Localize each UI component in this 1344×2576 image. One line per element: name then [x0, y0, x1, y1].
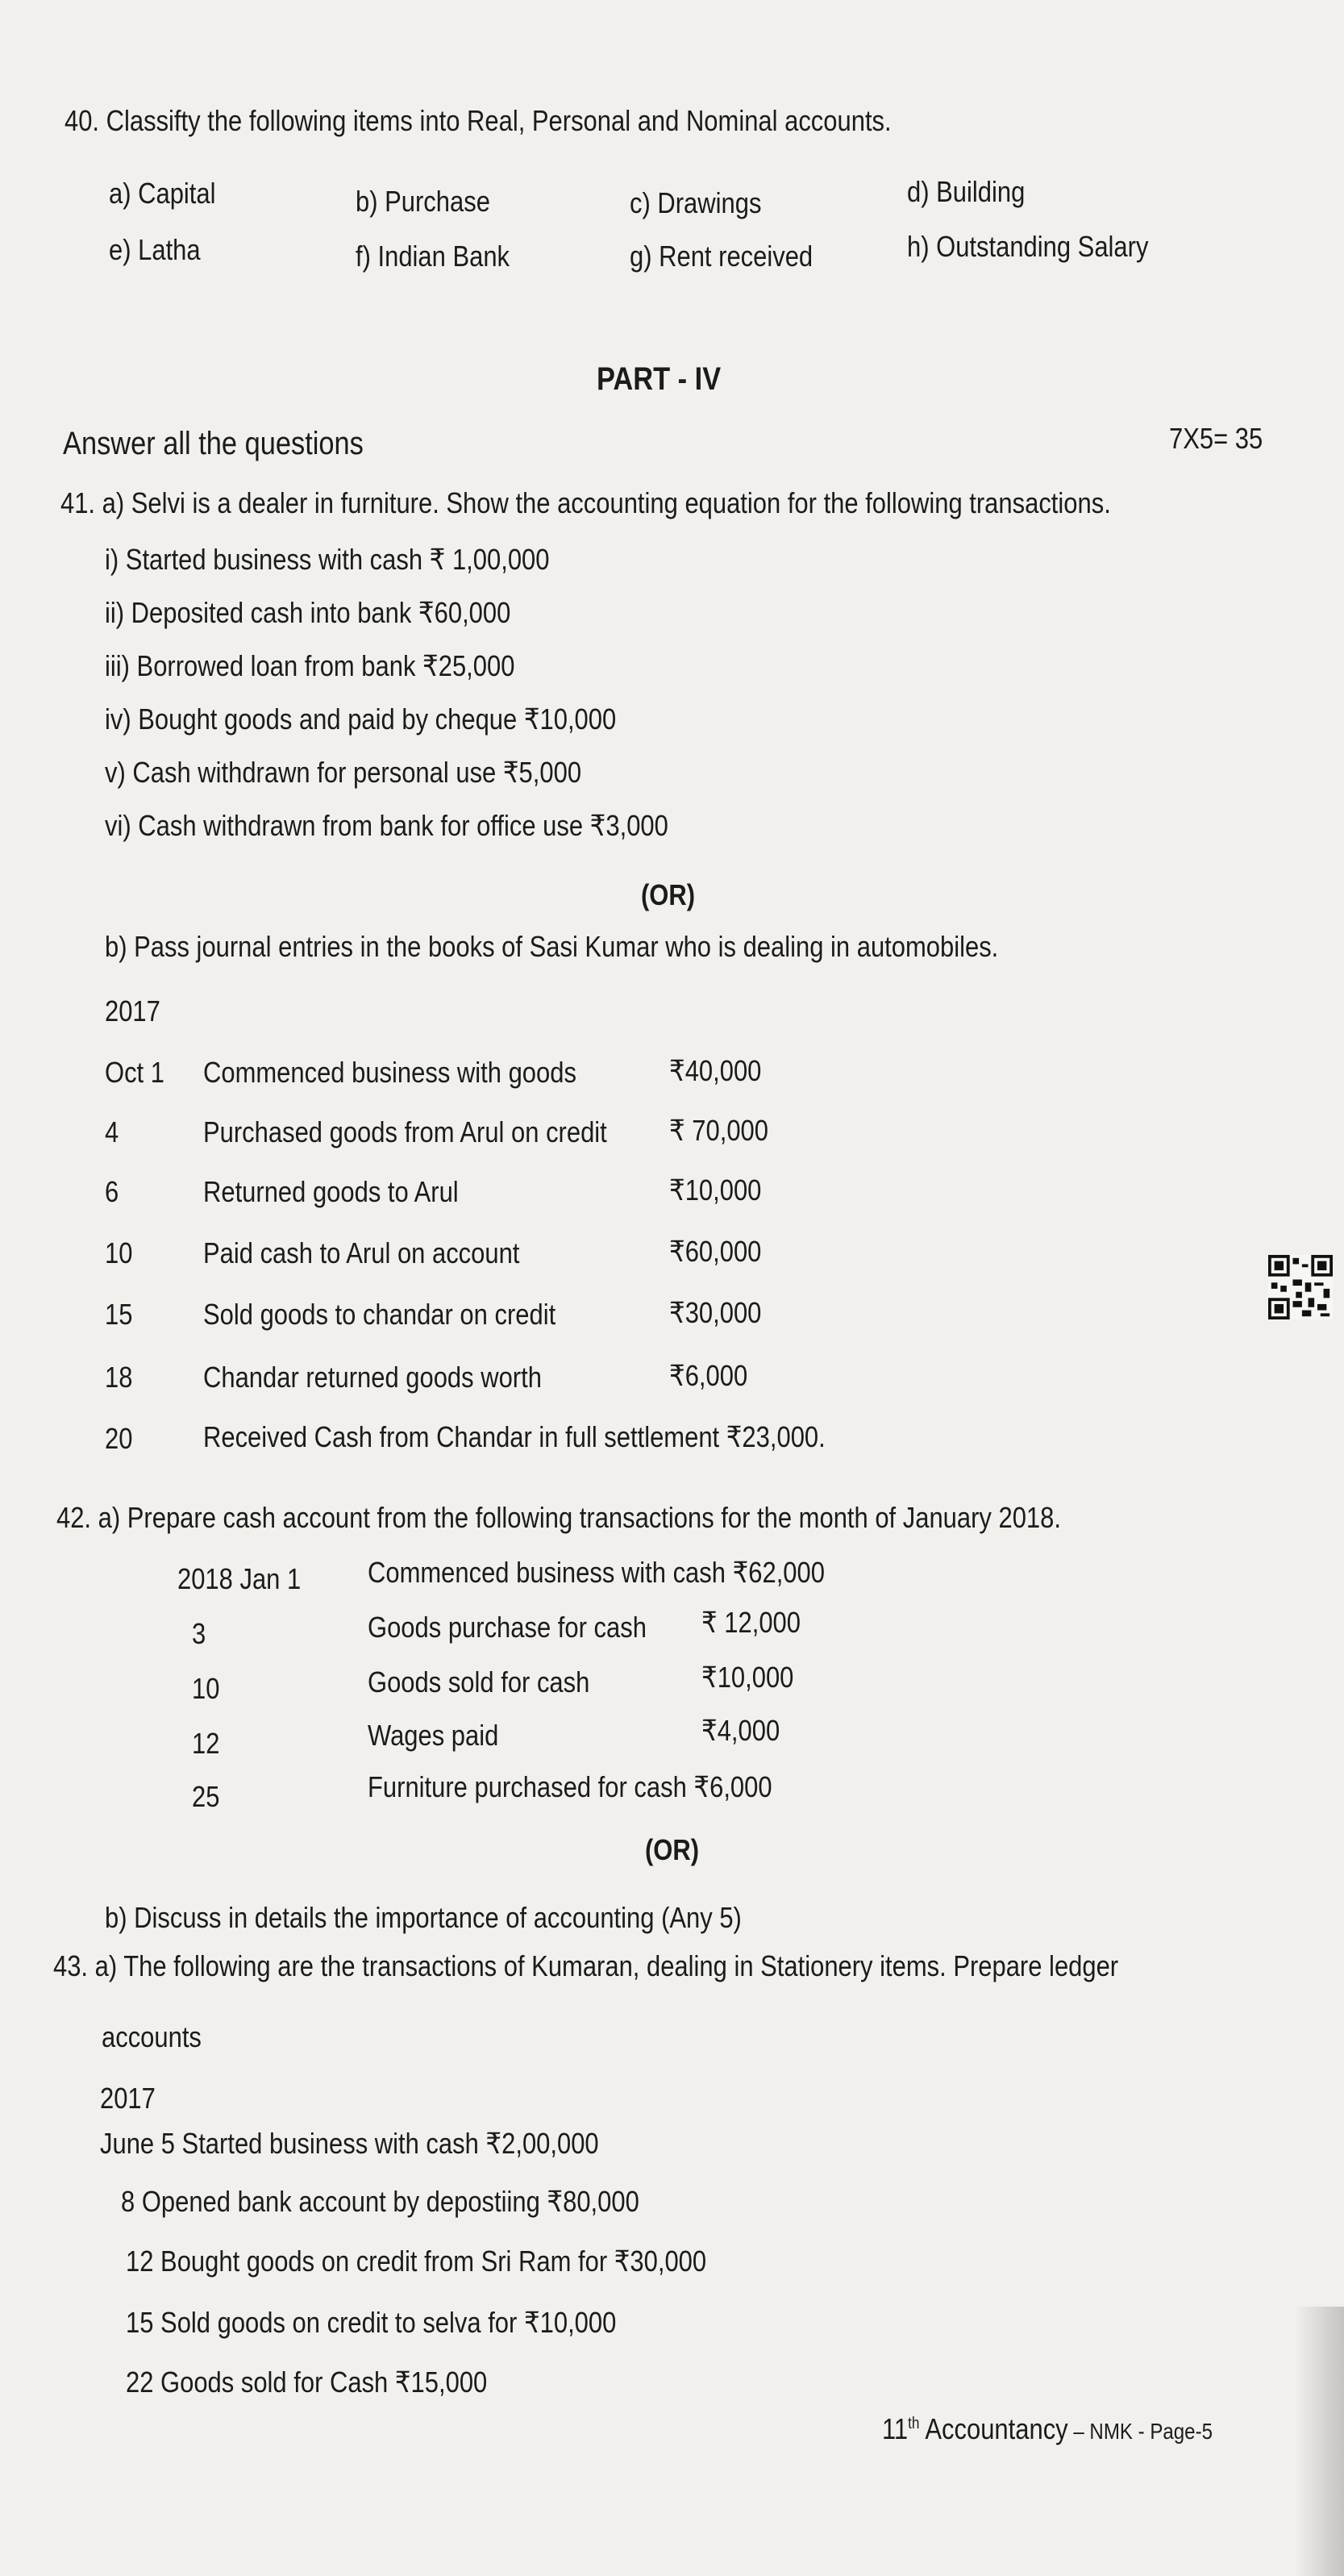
entry-amount: ₹60,000 — [669, 1235, 762, 1268]
cash-entry-amount: ₹4,000 — [701, 1714, 780, 1747]
cash-entry-desc: Wages paid — [368, 1719, 499, 1752]
q41a-item: i) Started business with cash ₹ 1,00,000 — [105, 543, 550, 576]
entry-desc: Purchased goods from Arul on credit — [203, 1115, 607, 1148]
entry-desc: Chandar returned goods worth — [203, 1361, 542, 1394]
entry-desc: Sold goods to chandar on credit — [203, 1298, 556, 1331]
part-heading: PART - IV — [597, 361, 722, 397]
q40-item-e: e) Latha — [109, 233, 201, 266]
instructions: Answer all the questions — [63, 426, 364, 461]
entry-desc: Commenced business with goods — [203, 1056, 576, 1089]
or-label: (OR) — [641, 878, 696, 911]
entry-date: 6 — [105, 1175, 119, 1208]
footer-subject: Accountancy — [919, 2412, 1068, 2445]
entry-desc: Paid cash to Arul on account — [203, 1236, 520, 1269]
ledger-entry: June 5 Started business with cash ₹2,00,000 — [100, 2127, 599, 2160]
entry-amount: ₹10,000 — [669, 1173, 762, 1207]
q41a-item: ii) Deposited cash into bank ₹60,000 — [105, 596, 511, 629]
q40-item-f: f) Indian Bank — [356, 240, 510, 273]
q40-item-h: h) Outstanding Salary — [907, 230, 1149, 263]
q41a-item: v) Cash withdrawn for personal use ₹5,000 — [105, 756, 582, 789]
q43a-text-cont: accounts — [102, 2020, 202, 2053]
entry-date: 10 — [105, 1236, 133, 1269]
entry-amount: ₹6,000 — [669, 1359, 748, 1392]
cash-entry-date: 3 — [192, 1617, 206, 1650]
q40-item-a: a) Capital — [109, 177, 216, 210]
q40-text: 40. Classifty the following items into Real, Personal and Nominal accounts. — [64, 104, 892, 137]
entry-date: 20 — [105, 1422, 133, 1455]
cash-entry-date: 2018 Jan 1 — [177, 1562, 302, 1595]
q42b-text: b) Discuss in details the importance of accounting (Any 5) — [105, 1901, 742, 1934]
or-label: (OR) — [645, 1833, 700, 1866]
q41a-item: iii) Borrowed loan from bank ₹25,000 — [105, 649, 515, 682]
page-footer — [882, 2412, 1213, 2445]
q41a-item: iv) Bought goods and paid by cheque ₹10,000 — [105, 702, 617, 736]
footer-sup: th — [908, 2415, 920, 2432]
cash-entry-amount: ₹10,000 — [701, 1661, 794, 1694]
q43-year: 2017 — [100, 2082, 156, 2115]
cash-entry-date: 12 — [192, 1727, 220, 1760]
ledger-entry: 22 Goods sold for Cash ₹15,000 — [126, 2366, 488, 2399]
entry-date: 18 — [105, 1361, 133, 1394]
cash-entry-desc: Goods purchase for cash — [368, 1611, 647, 1644]
cash-entry-desc: Goods sold for cash — [368, 1665, 590, 1699]
q40-item-d: d) Building — [907, 175, 1026, 208]
ledger-entry: 12 Bought goods on credit from Sri Ram for ₹30,000 — [126, 2245, 707, 2278]
q40-item-b: b) Purchase — [356, 185, 490, 218]
entry-date: 15 — [105, 1298, 133, 1331]
q41b-text: b) Pass journal entries in the books of Sasi Kumar who is dealing in automobiles. — [105, 930, 999, 963]
qr-code-icon — [1268, 1255, 1333, 1319]
q40-item-c: c) Drawings — [630, 186, 762, 219]
ledger-entry: 15 Sold goods on credit to selva for ₹10,000 — [126, 2306, 617, 2339]
entry-amount: ₹40,000 — [669, 1054, 762, 1087]
entry-date: 4 — [105, 1115, 119, 1148]
q43a-text: 43. a) The following are the transactions of Kumaran, dealing in Stationery items. Prepare ledger — [53, 1949, 1119, 1982]
q41a-item: vi) Cash withdrawn from bank for office use ₹3,000 — [105, 809, 668, 842]
page-edge-shadow — [1296, 2307, 1344, 2576]
q41b-year: 2017 — [105, 994, 160, 1027]
cash-entry-date: 10 — [192, 1672, 220, 1705]
marks: 7X5= 35 — [1169, 422, 1263, 455]
q40-item-g: g) Rent received — [630, 240, 813, 273]
ledger-entry: 8 Opened bank account by depostiing ₹80,000 — [121, 2185, 639, 2218]
footer-grade: 11 — [882, 2412, 909, 2445]
entry-amount: ₹30,000 — [669, 1296, 762, 1329]
entry-date: Oct 1 — [105, 1056, 164, 1089]
cash-entry-date: 25 — [192, 1780, 220, 1813]
entry-desc: Returned goods to Arul — [203, 1175, 459, 1208]
cash-entry-amount: ₹ 12,000 — [701, 1606, 801, 1639]
cash-entry-desc: Furniture purchased for cash ₹6,000 — [368, 1770, 772, 1803]
entry-desc: Received Cash from Chandar in full settlement ₹23,000. — [203, 1420, 826, 1453]
cash-entry-desc: Commenced business with cash ₹62,000 — [368, 1556, 825, 1589]
entry-amount: ₹ 70,000 — [669, 1114, 768, 1147]
q41a-text: 41. a) Selvi is a dealer in furniture. Show the accounting equation for the following transactions. — [60, 486, 1111, 519]
q42a-text: 42. a) Prepare cash account from the following transactions for the month of January 2018. — [56, 1501, 1061, 1534]
footer-rest: – NMK - Page-5 — [1067, 2419, 1213, 2444]
